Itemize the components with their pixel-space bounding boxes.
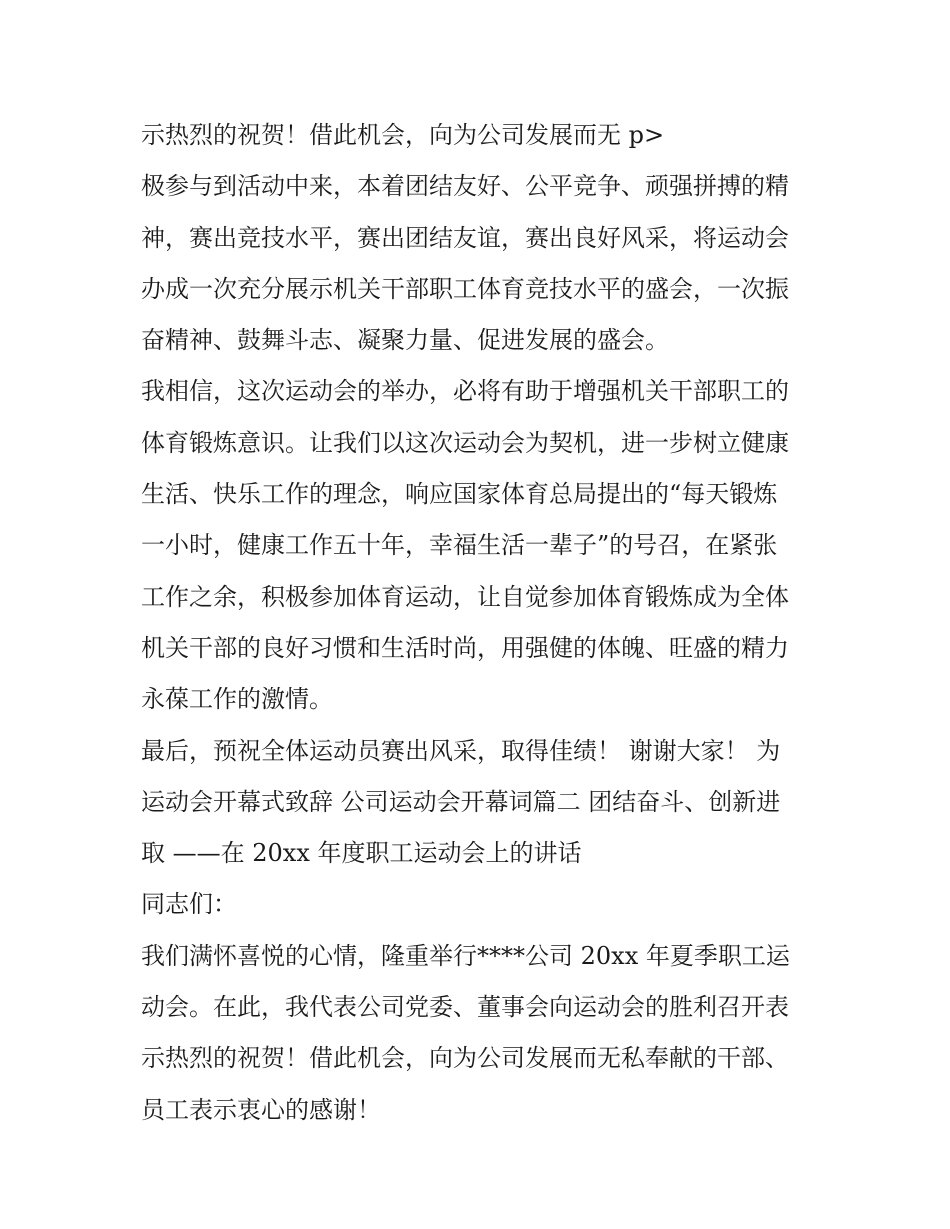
- text-line: 永葆工作的激情。: [141, 685, 333, 714]
- text-line: 示热烈的祝贺！借此机会，向为公司发展而无私奉献的干部、: [141, 1044, 789, 1073]
- text-line: 生活、快乐工作的理念，响应国家体育总局提出的“每天锻炼: [141, 480, 778, 509]
- text-line: 极参与到活动中来，本着团结友好、公平竞争、顽强拼搏的精: [141, 172, 789, 201]
- text-line: 体育锻炼意识。让我们以这次运动会为契机，进一步树立健康: [141, 428, 789, 457]
- text-line: 示热烈的祝贺！借此机会，向为公司发展而无 p>: [141, 121, 665, 149]
- text-line: 最后，预祝全体运动员赛出风采，取得佳绩！ 谢谢大家！ 为: [141, 736, 781, 765]
- text-line: 动会。在此，我代表公司党委、董事会向运动会的胜利召开表: [141, 993, 789, 1022]
- text-line: 员工表示衷心的感谢！: [141, 1095, 381, 1124]
- text-line: 我相信，这次运动会的举办，必将有助于增强机关干部职工的: [141, 377, 789, 406]
- text-line: 神，赛出竞技水平，赛出团结友谊，赛出良好风采，将运动会: [141, 223, 789, 252]
- text-line: 一小时，健康工作五十年，幸福生活一辈子”的号召，在紧张: [141, 531, 778, 560]
- text-line: 办成一次充分展示机关干部职工体育竞技水平的盛会，一次振: [141, 274, 789, 303]
- text-line: 运动会开幕式致辞 公司运动会开幕词篇二 团结奋斗、创新进: [141, 787, 781, 816]
- text-line: 奋精神、鼓舞斗志、凝聚力量、促进发展的盛会。: [141, 326, 669, 355]
- text-line: 工作之余，积极参加体育运动，让自觉参加体育锻炼成为全体: [141, 582, 789, 611]
- text-line: 取 ——在 20xx 年度职工运动会上的讲话: [141, 839, 582, 868]
- document-body: [141, 110, 831, 1136]
- text-line: 我们满怀喜悦的心情，隆重举行****公司 20xx 年夏季职工运: [141, 941, 790, 970]
- text-line: 机关干部的良好习惯和生活时尚，用强健的体魄、旺盛的精力: [141, 633, 789, 662]
- text-line: 同志们：: [141, 890, 237, 919]
